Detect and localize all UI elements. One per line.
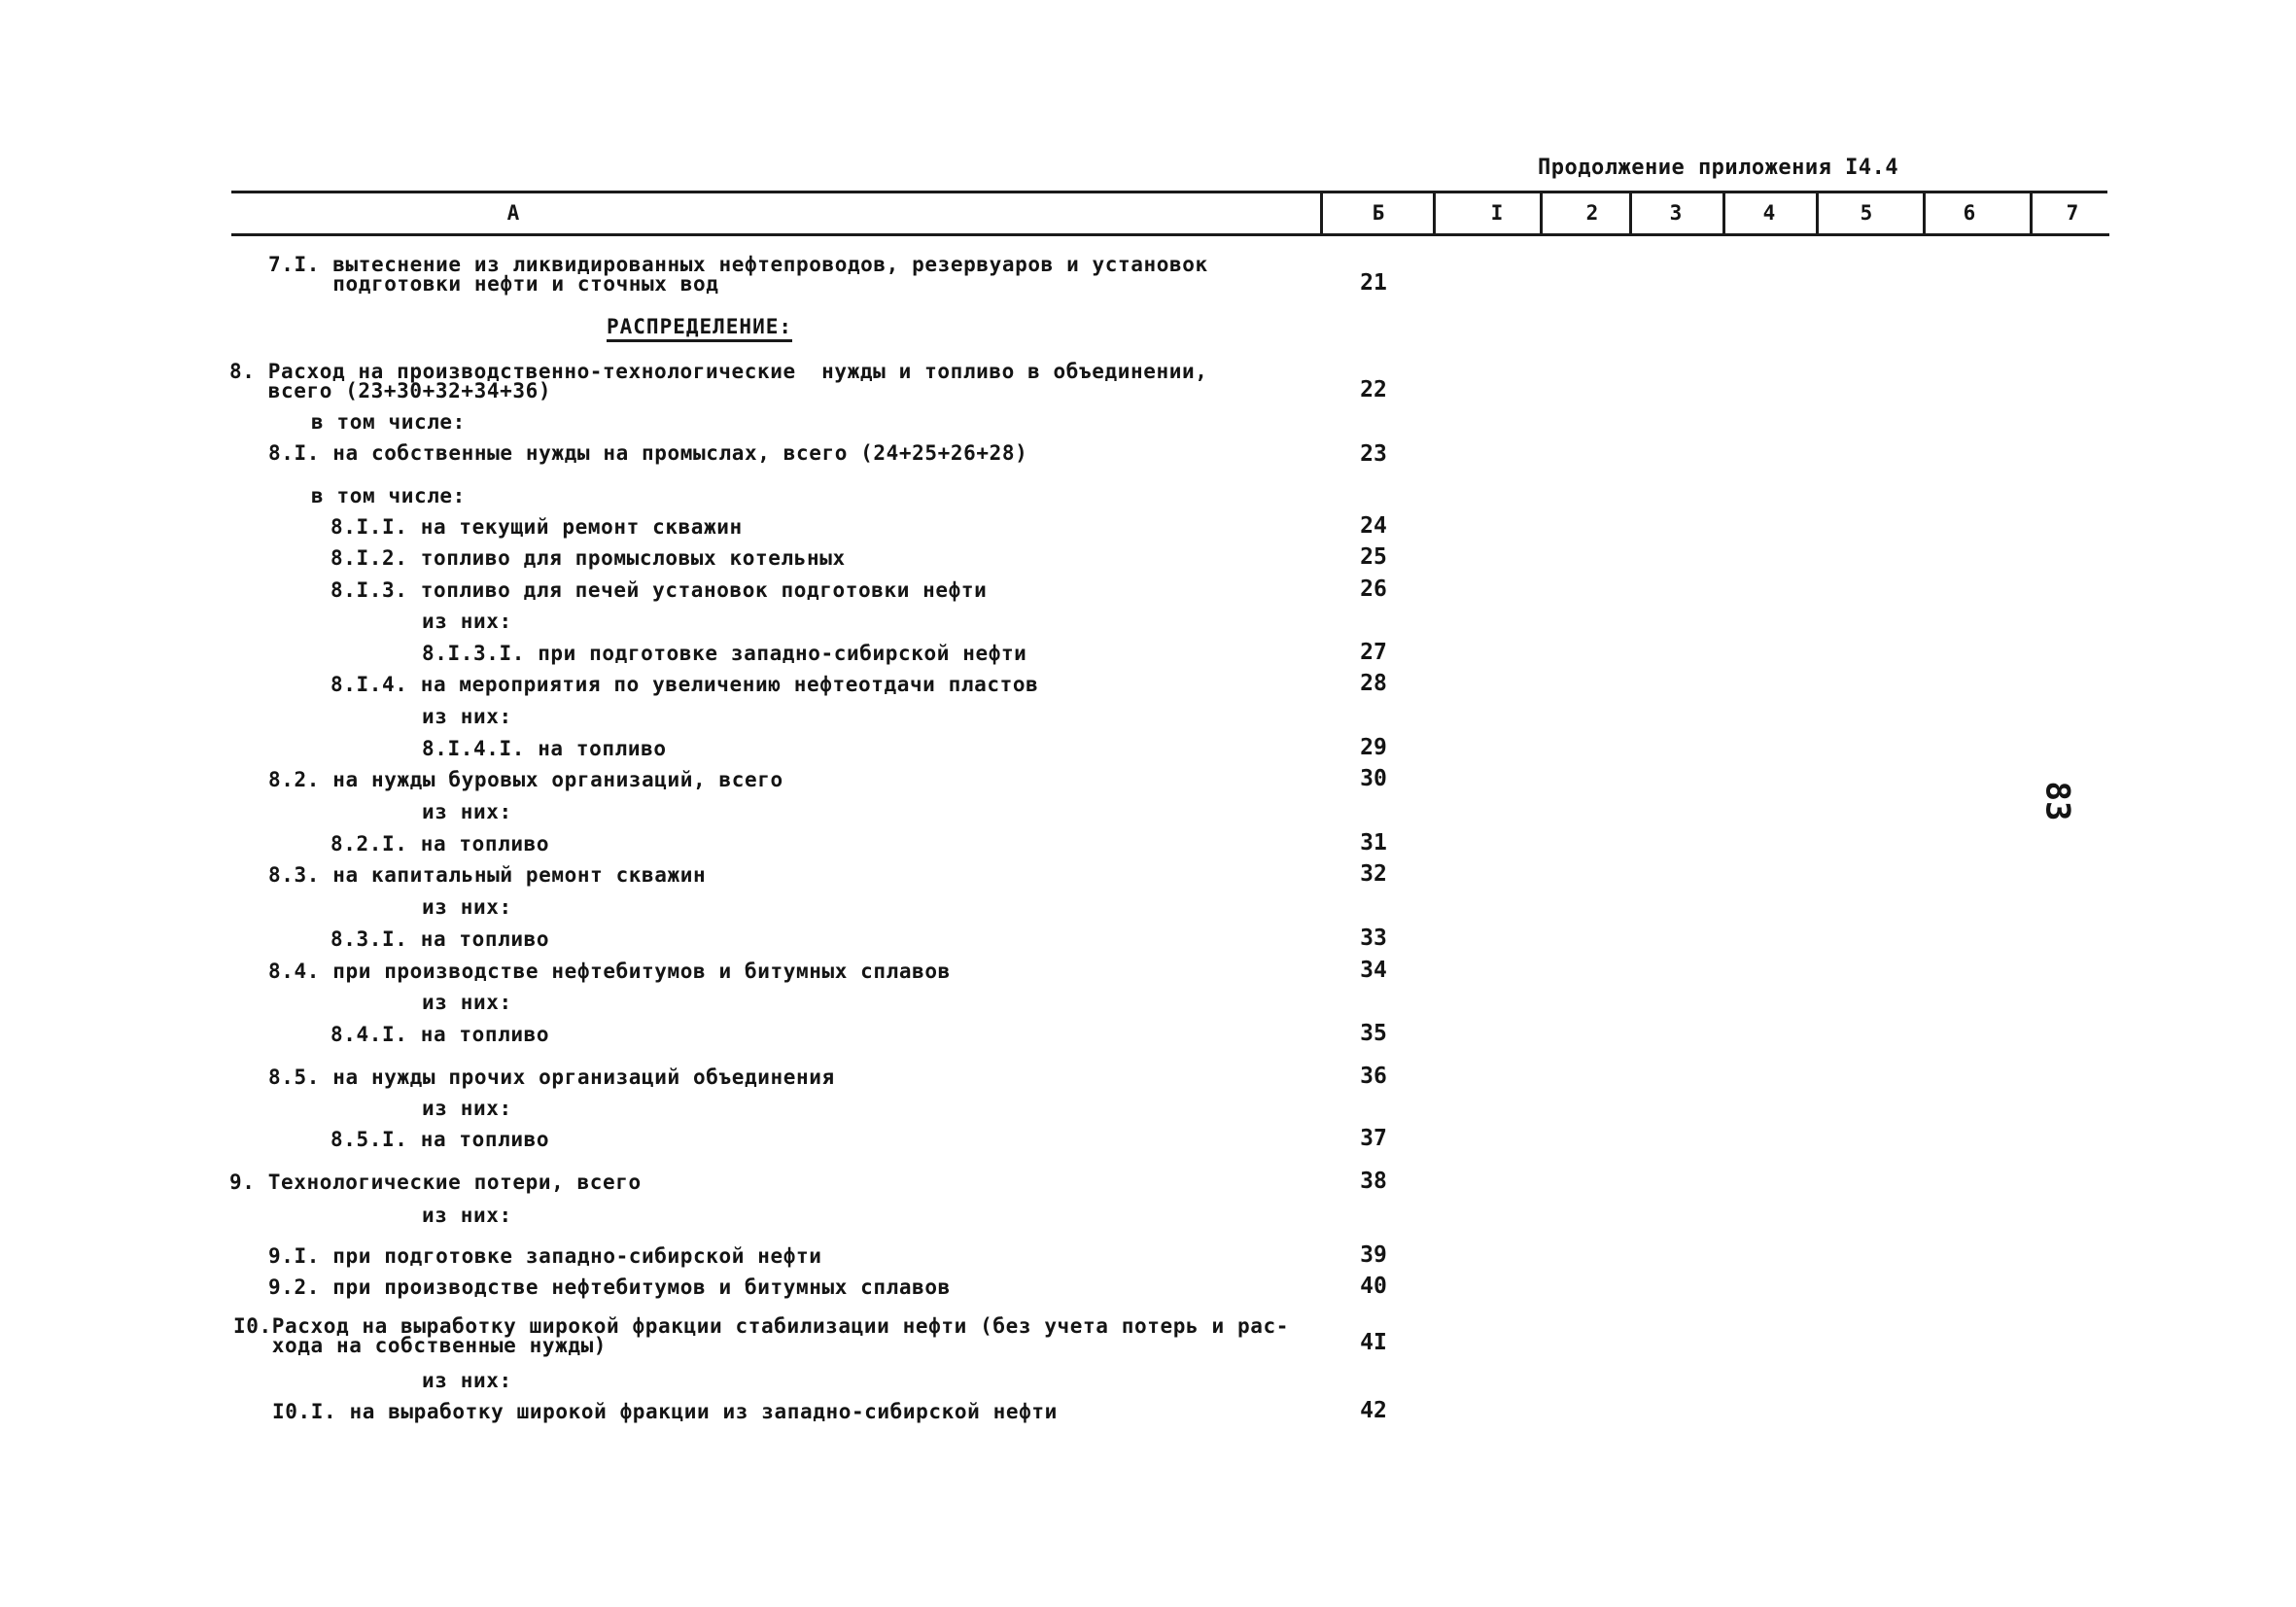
row-label: 8.2. на нужды буровых организаций, всего: [268, 768, 783, 791]
column-separator: [1923, 191, 1926, 233]
row-label: 8.3.I. на топливо: [330, 927, 550, 951]
column-separator: [1629, 191, 1632, 233]
row-label: 8.I.2. топливо для промысловых котельных: [330, 546, 846, 570]
row-label: из них:: [422, 895, 512, 919]
row-code: 38: [1360, 1169, 1387, 1194]
row-label: 8. Расход на производственно-технологические нужды и топливо в объединении, всего (23+30+32+34+36): [229, 360, 1208, 402]
row-label: 9. Технологические потери, всего: [229, 1170, 642, 1194]
row-label: из них:: [422, 1204, 512, 1227]
row-code: 26: [1360, 576, 1387, 602]
row-label: 8.I.4. на мероприятия по увеличению нефтеотдачи пластов: [330, 673, 1039, 696]
row-code: 42: [1360, 1398, 1387, 1423]
column-header-6: 6: [1963, 201, 1976, 225]
row-label: 9.2. при производстве нефтебитумов и битумных сплавов: [268, 1275, 951, 1299]
row-label: 8.4.I. на топливо: [330, 1023, 550, 1046]
row-label: 8.2.I. на топливо: [330, 832, 550, 856]
column-separator: [1433, 191, 1436, 233]
row-code: 34: [1360, 958, 1387, 983]
row-label: из них:: [422, 1369, 512, 1392]
column-header-7: 7: [2066, 201, 2079, 225]
row-code: 30: [1360, 766, 1387, 791]
column-separator: [1816, 191, 1819, 233]
row-label: I0.Расход на выработку широкой фракции стабилизации нефти (без учета потерь и рас- хода на собственные нужды): [233, 1314, 1289, 1357]
row-code: 40: [1360, 1274, 1387, 1299]
column-header-5: 5: [1860, 201, 1873, 225]
row-label: в том числе:: [311, 484, 466, 507]
column-header-b: Б: [1372, 201, 1385, 225]
column-header-1: I: [1490, 201, 1504, 225]
column-header-3: 3: [1669, 201, 1683, 225]
row-label: 7.I. вытеснение из ликвидированных нефтепроводов, резервуаров и установок подготовки нефти и сточных вод: [268, 253, 1208, 296]
row-code: 24: [1360, 513, 1387, 539]
column-header-2: 2: [1585, 201, 1599, 225]
row-code: 21: [1360, 270, 1387, 296]
page-number: 83: [2037, 781, 2077, 821]
row-code: 37: [1360, 1126, 1387, 1151]
row-label: I0.I. на выработку широкой фракции из западно-сибирской нефти: [272, 1400, 1058, 1423]
row-label: из них:: [422, 705, 512, 728]
header-bottom-rule: [231, 233, 2109, 236]
row-code: 31: [1360, 830, 1387, 856]
row-label: 9.I. при подготовке западно-сибирской нефти: [268, 1244, 822, 1268]
row-label: из них:: [422, 1097, 512, 1120]
row-code: 4I: [1360, 1330, 1387, 1355]
row-label: 8.I. на собственные нужды на промыслах, всего (24+25+26+28): [268, 441, 1028, 465]
row-code: 33: [1360, 926, 1387, 951]
continuation-title: Продолжение приложения I4.4: [1538, 156, 1899, 180]
row-label: из них:: [422, 610, 512, 633]
row-code: 27: [1360, 640, 1387, 665]
row-code: 32: [1360, 861, 1387, 887]
row-label: 8.4. при производстве нефтебитумов и битумных сплавов: [268, 960, 951, 983]
row-label: 8.3. на капитальный ремонт скважин: [268, 863, 707, 887]
row-code: 39: [1360, 1242, 1387, 1268]
column-separator: [1722, 191, 1725, 233]
row-label: в том числе:: [311, 410, 466, 434]
row-code: 35: [1360, 1021, 1387, 1046]
row-label: 8.I.3. топливо для печей установок подготовки нефти: [330, 578, 988, 602]
row-label: 8.I.3.I. при подготовке западно-сибирской нефти: [422, 642, 1027, 665]
column-header-a: А: [506, 201, 520, 225]
column-separator: [1320, 191, 1323, 233]
row-label: из них:: [422, 991, 512, 1014]
row-label: 8.I.4.I. на топливо: [422, 737, 667, 760]
column-separator: [2030, 191, 2033, 233]
row-code: 22: [1360, 377, 1387, 402]
row-label: 8.5.I. на топливо: [330, 1128, 550, 1151]
column-separator: [1540, 191, 1543, 233]
section-heading: РАСПРЕДЕЛЕНИЕ:: [607, 315, 792, 342]
row-code: 28: [1360, 671, 1387, 696]
column-header-4: 4: [1762, 201, 1776, 225]
row-label: из них:: [422, 800, 512, 823]
row-code: 36: [1360, 1064, 1387, 1089]
row-code: 25: [1360, 544, 1387, 570]
row-code: 23: [1360, 441, 1387, 467]
row-label: 8.5. на нужды прочих организаций объединения: [268, 1066, 835, 1089]
row-label: 8.I.I. на текущий ремонт скважин: [330, 515, 743, 539]
row-code: 29: [1360, 735, 1387, 760]
